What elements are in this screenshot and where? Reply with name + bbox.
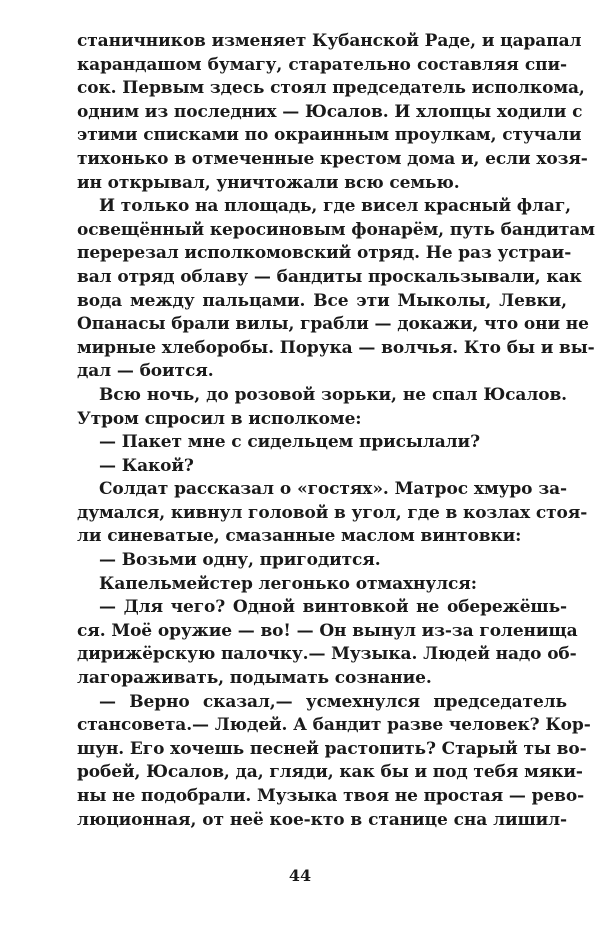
text-line: вода между пальцами. Все эти Мыколы, Левки,	[77, 290, 567, 311]
text-line: Капельмейстер легонько отмахнулся:	[99, 573, 477, 594]
text-line: освещённый керосиновым фонарём, путь бандитам	[77, 219, 595, 240]
text-line: одним из последних — Юсалов. И хлопцы ходили с	[77, 101, 583, 122]
text-line: И только на площадь, где висел красный флаг,	[99, 196, 571, 217]
text-line: Всю ночь, до розовой зорьки, не спал Юсалов.	[99, 384, 567, 405]
text-line: шун. Его хочешь песней растопить? Старый ты во-	[77, 738, 587, 759]
text-line: сок. Первым здесь стоял председатель исполкома,	[77, 78, 585, 99]
text-line: мирные хлеборобы. Порука — волчья. Кто бы и вы-	[77, 337, 595, 358]
text-line: дирижёрскую палочку.— Музыка. Людей надо об-	[77, 644, 577, 665]
text-line: — Для чего? Одной винтовкой не обережёшь-	[99, 597, 567, 618]
text-line: Опанасы брали вилы, грабли — докажи, что они не	[77, 314, 589, 335]
text-line: — Верно сказал,— усмехнулся председатель	[99, 691, 567, 712]
text-line: ин открывал, уничтожали всю семью.	[77, 172, 460, 193]
text-line: ны не подобрали. Музыка твоя не простая — рево-	[77, 786, 585, 806]
text-line: ся. Моё оружие — во! — Он вынул из-за голенища	[77, 620, 578, 641]
text-line: дал — боится.	[77, 361, 214, 382]
body-text	[77, 30, 595, 832]
text-line: люционная, от неё кое-кто в станице сна лишил-	[77, 809, 567, 830]
text-line: Солдат рассказал о «гостях». Матрос хмуро за-	[99, 479, 567, 500]
text-line: — Какой?	[99, 455, 194, 476]
text-line: тихонько в отмеченные крестом дома и, если хозя-	[77, 148, 588, 169]
text-line: этими списками по окраинным проулкам, стучали	[77, 125, 582, 146]
text-line: перерезал исполкомовский отряд. Не раз устраи-	[77, 243, 572, 264]
text-line: станичников изменяет Кубанской Раде, и царапал	[77, 31, 582, 51]
text-line: — Возьми одну, пригодится.	[99, 550, 381, 571]
text-line: лагораживать, подымать сознание.	[77, 668, 432, 689]
text-line: ли синеватые, смазанные маслом винтовки:	[77, 526, 522, 547]
text-line: Утром спросил в исполкоме:	[77, 408, 362, 429]
text-line: стансовета.— Людей. А бандит разве человек? Кор-	[77, 715, 591, 736]
text-line: — Пакет мне с сидельцем присылали?	[99, 432, 480, 453]
text-line: робей, Юсалов, да, гляди, как бы и под тебя мяки-	[77, 762, 583, 783]
text-line: карандашом бумагу, старательно составляя спи-	[77, 54, 567, 75]
page-number: 44	[288, 866, 312, 885]
text-line: думался, кивнул головой в угол, где в козлах стоя-	[77, 502, 588, 523]
text-line: вал отряд облаву — бандиты проскальзывали, как	[77, 266, 582, 287]
